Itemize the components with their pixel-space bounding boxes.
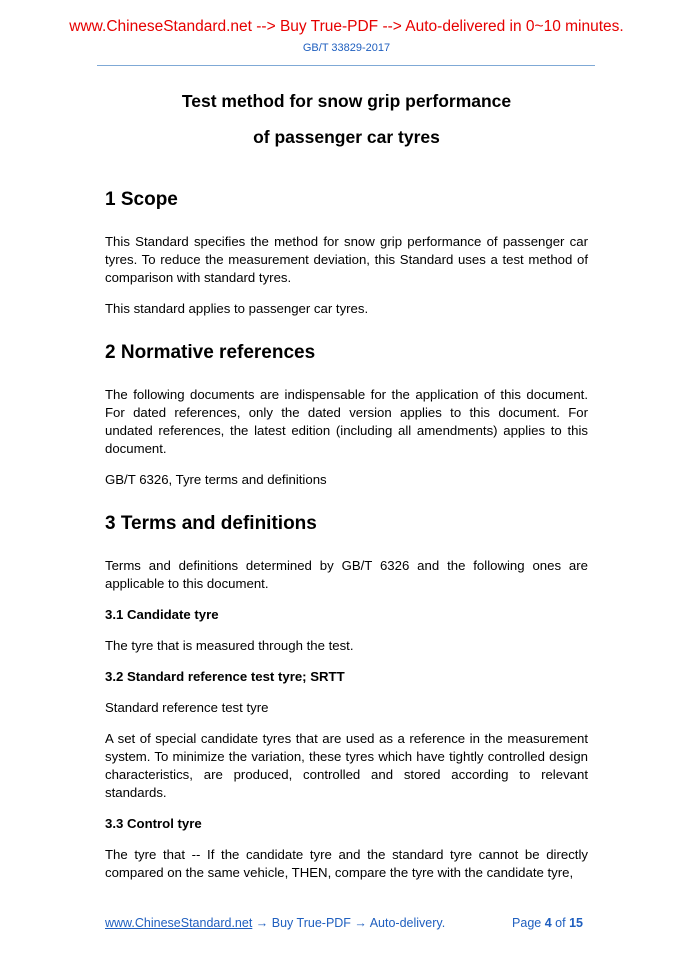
term-heading-control-tyre: 3.3 Control tyre xyxy=(105,816,202,831)
page-indicator xyxy=(512,916,583,930)
scope-paragraph-1: This Standard specifies the method for snow grip performance of passenger car tyres. To reduce the measurement deviation, this Standard uses a test method of comparison with standard tyres. xyxy=(105,234,588,285)
document-title-line1: Test method for snow grip performance xyxy=(181,91,512,111)
header-banner[interactable]: www.ChineseStandard.net --> Buy True-PDF --> Auto-delivered in 0~10 minutes. xyxy=(69,18,624,35)
section-heading-normative: 2 Normative references xyxy=(105,342,316,363)
normative-paragraph-1: The following documents are indispensable for the application of this document. For dated references, only the dated version applies to this document. For undated references, the latest edition (including all amendments) applies to this document. xyxy=(105,387,588,456)
footer-website-link[interactable]: www.ChineseStandard.net xyxy=(105,916,253,930)
section-heading-terms: 3 Terms and definitions xyxy=(105,513,317,534)
page-current: 4 xyxy=(544,916,552,930)
term-heading-srtt: 3.2 Standard reference test tyre; SRTT xyxy=(105,669,345,684)
page-label: Page xyxy=(512,916,542,930)
term-heading-candidate-tyre: 3.1 Candidate tyre xyxy=(105,607,219,622)
scope-paragraph-2: This standard applies to passenger car tyres. xyxy=(105,301,369,316)
document-body xyxy=(105,188,588,895)
footer-tagline: → Buy True-PDF → Auto-delivery. xyxy=(252,916,446,930)
page-footer xyxy=(105,916,588,930)
page-total: 15 xyxy=(569,916,583,930)
header-divider xyxy=(97,65,595,66)
normative-reference-item: GB/T 6326, Tyre terms and definitions xyxy=(105,472,327,487)
standard-number: GB/T 33829-2017 xyxy=(302,42,391,54)
term-srtt-fullname: Standard reference test tyre xyxy=(105,700,269,715)
section-heading-scope: 1 Scope xyxy=(105,189,178,210)
page-of: of xyxy=(555,916,566,930)
term-definition-srtt: A set of special candidate tyres that are used as a reference in the measurement system. To minimize the variation, these tyres which have tightly controlled design characteristics, are produced, controlled and stored according to relevant standards. xyxy=(105,731,588,800)
term-definition-candidate-tyre: The tyre that is measured through the test. xyxy=(105,638,354,653)
document-title-line2: of passenger car tyres xyxy=(253,127,440,147)
term-definition-control-tyre: The tyre that -- If the candidate tyre and the standard tyre cannot be directly compared on the same vehicle, THEN, compare the tyre with the candidate tyre, xyxy=(105,847,588,880)
terms-paragraph-1: Terms and definitions determined by GB/T 6326 and the following ones are applicable to this document. xyxy=(105,558,588,591)
